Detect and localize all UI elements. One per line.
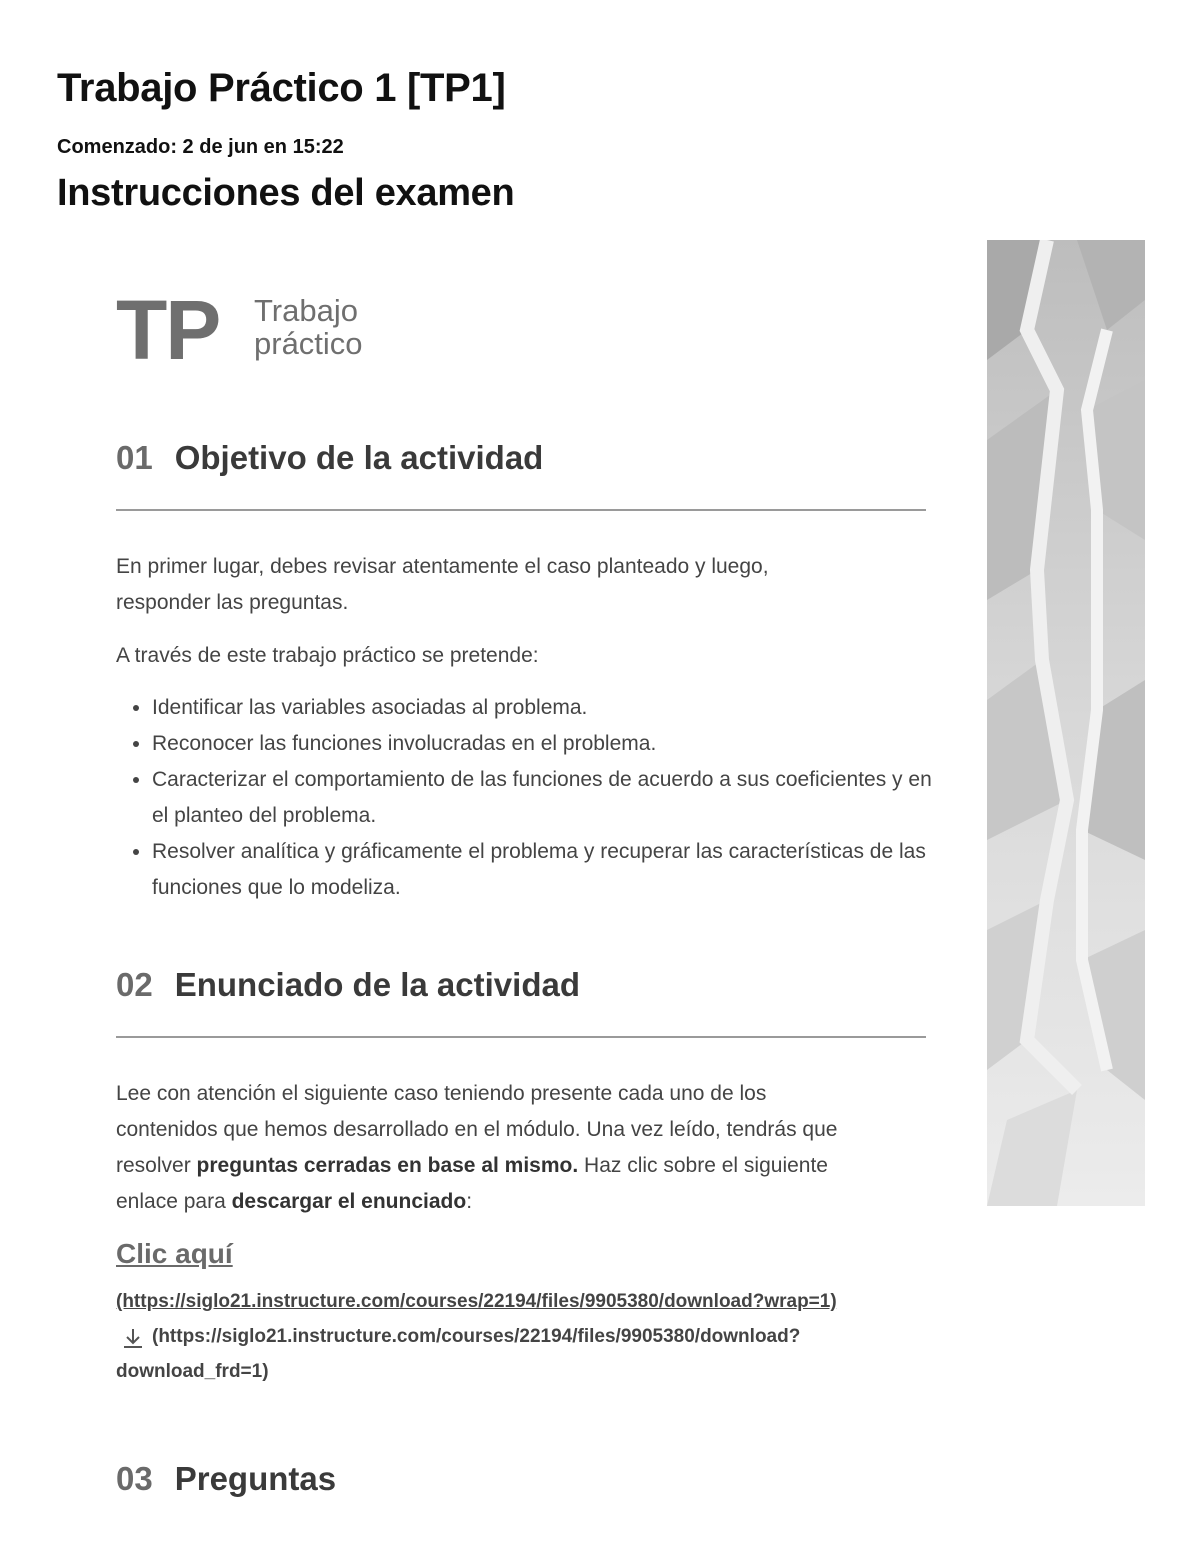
exam-instructions-heading: Instrucciones del examen [57, 172, 515, 214]
download-frd-url-part1[interactable]: (https://siglo21.instructure.com/courses/22194/files/9905380/download? [152, 1326, 801, 1347]
statement-line4c: : [466, 1190, 473, 1213]
statement-line1: Lee con atención el siguiente caso teniendo presente cada uno de los [116, 1082, 767, 1105]
section-heading-objective [116, 439, 543, 477]
section-number: 03 [116, 1460, 153, 1497]
objective-intro [116, 549, 936, 621]
statement-line4-bold: descargar el enunciado [231, 1190, 467, 1213]
statement-line3c: Haz clic sobre el siguiente [578, 1154, 828, 1177]
statement-line3a: resolver [116, 1154, 197, 1177]
section-title: Objetivo de la actividad [174, 439, 544, 476]
section-divider [116, 509, 926, 511]
section-heading-statement [116, 966, 580, 1004]
section-title: Preguntas [174, 1460, 337, 1497]
download-icon[interactable] [120, 1326, 146, 1352]
section-heading-questions [116, 1460, 336, 1498]
objective-intro-line1: En primer lugar, debes revisar atentamente el caso planteado y luego, [116, 555, 769, 578]
click-here-link[interactable]: Clic aquí [116, 1238, 233, 1269]
statement-line3-bold: preguntas cerradas en base al mismo. [196, 1154, 579, 1177]
objective-bullet-list [116, 690, 942, 906]
page-title: Trabajo Práctico 1 [TP1] [57, 66, 506, 110]
statement-paragraph [116, 1076, 936, 1220]
download-frd-url-part2[interactable]: download_frd=1) [116, 1361, 269, 1382]
list-item: • Caracterizar el comportamiento de las funciones de acuerdo a sus coeficientes y en el planteo del problema. [152, 762, 942, 834]
tp-logo-line1: Trabajo [254, 293, 358, 328]
download-url-link[interactable]: (https://siglo21.instructure.com/courses/22194/files/9905380/download?wrap=1) [116, 1291, 837, 1312]
started-timestamp: Comenzado: 2 de jun en 15:22 [57, 136, 344, 158]
statement-line2: contenidos que hemos desarrollado en el módulo. Una vez leído, tendrás que [116, 1118, 838, 1141]
objective-lead: A través de este trabajo práctico se pretende: [116, 644, 539, 667]
list-item: • Identificar las variables asociadas al problema. [152, 690, 942, 726]
list-item: • Reconocer las funciones involucradas en el problema. [152, 726, 942, 762]
decorative-side-image [987, 240, 1145, 1206]
section-title: Enunciado de la actividad [174, 966, 580, 1003]
tp-logo-mark: TP [116, 283, 220, 377]
section-number: 01 [116, 439, 153, 476]
list-item: • Resolver analítica y gráficamente el problema y recuperar las características de las funciones que lo modeliza. [152, 834, 942, 906]
statement-line4a: enlace para [116, 1190, 232, 1213]
section-number: 02 [116, 966, 153, 1003]
tp-logo-line2: práctico [254, 326, 363, 361]
objective-intro-line2: responder las preguntas. [116, 591, 349, 614]
tp-logo-text [254, 294, 363, 360]
abstract-pattern-graphic [987, 240, 1145, 1206]
section-divider [116, 1036, 926, 1038]
